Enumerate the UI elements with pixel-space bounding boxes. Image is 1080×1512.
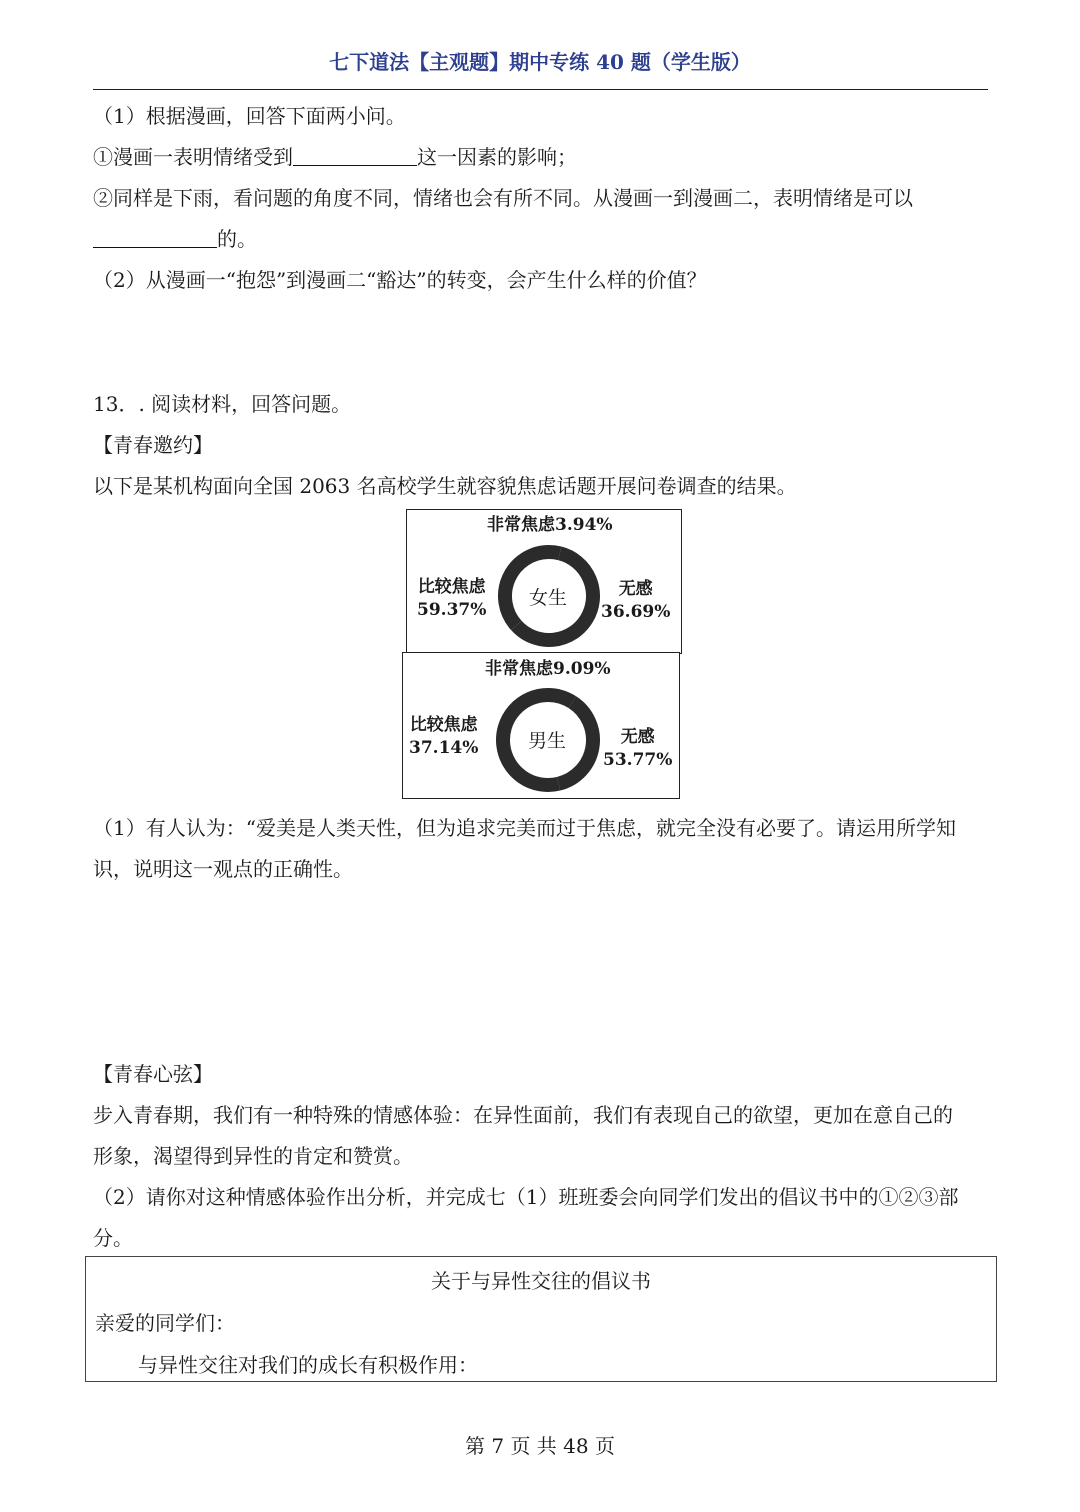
center-label-female: 女生: [529, 587, 568, 609]
letter-title: 关于与异性交往的倡议书: [431, 1269, 651, 1293]
letter-line-1: 与异性交往对我们的成长有积极作用：: [138, 1353, 478, 1377]
label-fairly-anxious-male: [409, 714, 478, 760]
q13-section-1: 【青春邀约】: [93, 433, 213, 457]
label-very-anxious-male: 非常焦虑9.09%: [485, 659, 611, 679]
label-no-feeling-female-value: 36.69%: [601, 602, 671, 622]
q12-sub1: （1）根据漫画，回答下面两小问。: [93, 104, 406, 128]
q12-sub1-b-cont: [93, 223, 257, 252]
q12-sub2: （2）从漫画一“抱怨”到漫画二“豁达”的转变，会产生什么样的价值？: [93, 268, 707, 292]
center-label-male: 男生: [528, 730, 567, 752]
label-no-feeling-female-name: 无感: [618, 579, 653, 599]
q13-survey-text: 以下是某机构面向全国 2063 名高校学生就容貌焦虑话题开展问卷调查的结果。: [93, 474, 797, 498]
donut-slice-0: [549, 552, 560, 553]
letter-greeting: 亲爱的同学们：: [95, 1311, 235, 1335]
q12-a-before: ①漫画一表明情绪受到: [93, 145, 293, 169]
chart-female: [406, 509, 682, 654]
q13-sub1-line2: 识，说明这一观点的正确性。: [93, 857, 353, 881]
header-rule: [93, 89, 988, 90]
chart-male: [402, 652, 680, 799]
q13-intro: 13．. 阅读材料，回答问题。: [93, 392, 352, 416]
q13-material-line2: 形象，渴望得到异性的肯定和赞赏。: [93, 1144, 413, 1168]
label-fairly-anxious-female: [417, 576, 486, 622]
q13-sub2-line1: （2）请你对这种情感体验作出分析，并完成七（1）班班委会向同学们发出的倡议书中的①②③部: [93, 1185, 959, 1209]
page-header-title: 七下道法【主观题】期中专练 40 题（学生版）: [329, 50, 751, 74]
answer-blank-1[interactable]: [293, 145, 417, 166]
q12-b-after: 的。: [217, 227, 257, 251]
donut-slice-0: [548, 695, 572, 702]
label-no-feeling-male-value: 53.77%: [603, 750, 673, 770]
label-fairly-anxious-male-name: 比较焦虑: [409, 715, 478, 735]
label-very-anxious-female: 非常焦虑3.94%: [487, 515, 613, 535]
q13-sub2-line2: 分。: [93, 1226, 133, 1250]
q13-sub1-line1: （1）有人认为：“爱美是人类天性，但为追求完美而过于焦虑，就完全没有必要了。请运用所学知: [93, 816, 956, 840]
label-no-feeling-male-name: 无感: [620, 727, 655, 747]
label-no-feeling-female: [601, 578, 670, 624]
proposal-letter-box: [85, 1256, 997, 1382]
label-no-feeling-male: [603, 726, 672, 772]
q12-sub1-a: [93, 141, 577, 170]
q13-section-2: 【青春心弦】: [93, 1062, 213, 1086]
page-footer: 第 7 页 共 48 页: [465, 1434, 615, 1458]
label-fairly-anxious-male-value: 37.14%: [409, 738, 479, 758]
label-fairly-anxious-female-name: 比较焦虑: [417, 577, 486, 597]
q12-a-after: 这一因素的影响；: [417, 145, 577, 169]
label-fairly-anxious-female-value: 59.37%: [417, 600, 487, 620]
answer-blank-2[interactable]: [93, 227, 217, 248]
q12-sub1-b: ②同样是下雨，看问题的角度不同，情绪也会有所不同。从漫画一到漫画二，表明情绪是可以: [93, 186, 913, 210]
q13-material-line1: 步入青春期，我们有一种特殊的情感体验：在异性面前，我们有表现自己的欲望，更加在意自己的: [93, 1103, 953, 1127]
